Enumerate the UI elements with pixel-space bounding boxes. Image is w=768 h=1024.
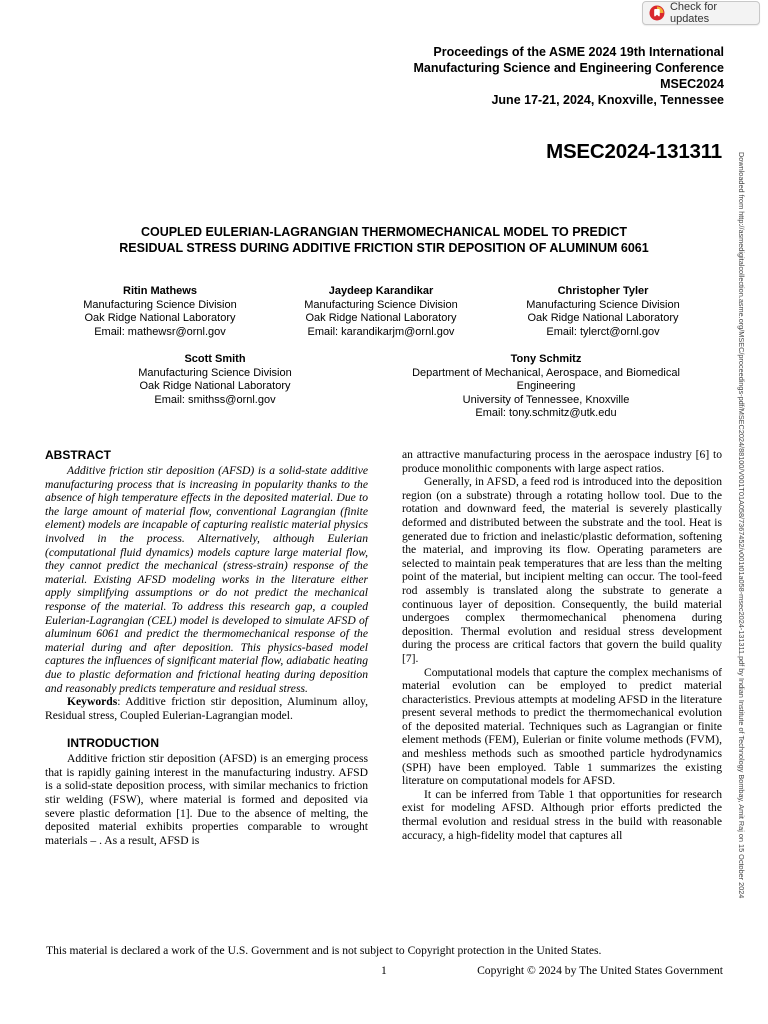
conference-header (304, 44, 724, 108)
paper-id: MSEC2024-131311 (546, 140, 722, 163)
author-affiliation: Manufacturing Science Division (304, 298, 458, 311)
author-block (281, 285, 481, 339)
intro-paragraph: Computational models that capture the complex mechanisms of material evolution can be employed to predict material characteristics. Previous attempts at modeling AFSD in the literature present several methods to predict the thermomechanical evolution of the deposited material. Techniques such as Lagrangian or finite element methods (FEM), Eulerian or finite volume methods (FVM), and meshless methods such as smoothed particle hydrodynamics (SPH) have been employed. Table 1 summarizes the existing literature on computational models for AFSD. (402, 665, 722, 788)
author-affiliation: Manufacturing Science Division (83, 298, 237, 311)
author-email: Email: mathewsr@ornl.gov (94, 325, 226, 338)
author-email: Email: karandikarjm@ornl.gov (307, 325, 455, 338)
author-affiliation: Department of Mechanical, Aerospace, and Biomedical (412, 366, 680, 379)
author-name: Tony Schmitz (510, 353, 582, 365)
page-number: 1 (381, 964, 387, 977)
author-affiliation: Manufacturing Science Division (138, 366, 292, 379)
author-name: Scott Smith (184, 353, 246, 365)
author-affiliation: University of Tennessee, Knoxville (462, 393, 630, 406)
check-for-updates-button[interactable] (642, 1, 760, 25)
author-name: Christopher Tyler (557, 285, 649, 297)
paper-title (0, 224, 768, 256)
abstract-heading: ABSTRACT (45, 448, 111, 462)
intro-paragraph: an attractive manufacturing process in the aerospace industry [6] to produce monolithic components with large aspect ratios. (402, 448, 722, 475)
right-column (402, 448, 722, 842)
keywords-list: : Additive friction stir deposition, Aluminum alloy, Residual stress, Coupled Eulerian-Lagrangian model. (45, 695, 368, 722)
author-email: Email: tony.schmitz@utk.edu (475, 407, 617, 419)
left-column (45, 448, 368, 847)
author-name: Jaydeep Karandikar (328, 285, 434, 297)
keywords-label: Keywords (67, 695, 118, 709)
author-affiliation: Engineering (516, 380, 576, 392)
conference-line: June 17-21, 2024, Knoxville, Tennessee (491, 93, 724, 107)
conference-line: Proceedings of the ASME 2024 19th International (433, 45, 724, 59)
author-affiliation: Oak Ridge National Laboratory (84, 312, 236, 324)
keywords (45, 695, 368, 722)
author-email: Email: tylerct@ornl.gov (546, 325, 660, 338)
crossmark-icon (649, 5, 665, 21)
conference-line: Manufacturing Science and Engineering Conference (413, 61, 724, 75)
abstract-text: Additive friction stir deposition (AFSD) is a solid-state additive manufacturing process that is increasing in popularity thanks to the absence of high temperature effects in the deposited material. Due to the large amount of material flow, conventional Lagrangian (finite element) models are incapable of capturing realistic material physics involved in the process. Alternatively, although Eulerian (computational fluid dynamics) models capture large material flow, they cannot predict the mechanical (stress-strain) response of the material. Existing AFSD modeling works in the literature either apply simplifying assumptions or do not predict the mechanical response of the material. To address this research gap, a coupled Eulerian-Lagrangian (CEL) model is developed to simulate AFSD of aluminum 6061 and predict the thermomechanical response of the material during and after deposition. This physics-based model captures the influences of significant material flow, adiabatic heating due to plastic deformation and frictional heating during deposition and reasonably predicts temperature and residual stress. (45, 464, 368, 695)
download-note: Downloaded from http://asmedigitalcollection.asme.org/MSEC/proceedings-pdf/MSEC2024/88100/V001T01A058/7367452/v001t01a058-msec2024-131311.pdf by Indian Institute of Technology Bombay, Amit Raj on 15 October 2024 (737, 152, 746, 899)
government-notice: This material is declared a work of the U.S. Government and is not subject to Copyright protection in the United States. (46, 944, 602, 957)
author-affiliation: Oak Ridge National Laboratory (305, 312, 457, 324)
author-affiliation: Manufacturing Science Division (526, 298, 680, 311)
author-email: Email: smithss@ornl.gov (154, 393, 276, 406)
author-block (60, 285, 260, 339)
intro-paragraph: Generally, in AFSD, a feed rod is introduced into the deposition region (on a substrate) through a rotating hollow tool. Due to the rotation and downward feed, the material is severely plastically deformed and distributed between the substrate and the tool. Heat is generated due to friction and inelastic/plastic deformation, softening the material, and improving its flow. Operating parameters are selected to maintain peak temperatures that are less than the melting point of the material, but incipient melting can occur. The tool-feed rod assembly is translated along the substrate to generate a continuous layer of deposition. Consequently, the build material undergoes complex thermomechanical phenomena during deposition. Thermal evolution and residual stress development during the process are critical factors that govern the build quality [7]. (402, 475, 722, 665)
author-block (401, 353, 691, 421)
title-line: RESIDUAL STRESS DURING ADDITIVE FRICTION STIR DEPOSITION OF ALUMINUM 6061 (119, 241, 649, 255)
conference-line: MSEC2024 (660, 77, 724, 91)
copyright-notice: Copyright © 2024 by The United States Government (477, 964, 723, 977)
check-for-updates-label: Check for updates (669, 1, 718, 25)
author-affiliation: Oak Ridge National Laboratory (527, 312, 679, 324)
author-affiliation: Oak Ridge National Laboratory (139, 380, 291, 392)
intro-paragraph: It can be inferred from Table 1 that opportunities for research exist for modeling AFSD. Although prior efforts predicted the thermal evolution and residual stress in the build with reasonable accuracy, a high-fidelity model that captures all (402, 787, 722, 842)
introduction-heading: INTRODUCTION (67, 736, 159, 751)
author-name: Ritin Mathews (123, 285, 197, 297)
title-line: COUPLED EULERIAN-LAGRANGIAN THERMOMECHANICAL MODEL TO PREDICT (140, 225, 628, 239)
author-block (115, 353, 315, 407)
intro-paragraph: Additive friction stir deposition (AFSD) is an emerging process that is rapidly gaining interest in the manufacturing industry. AFSD is a solid-state deposition process, with similar mechanics to friction stir welding (FSW), where material is formed and deposited via severe plastic deformation [1]. Due to the absence of melting, the deposited material exhibits properties comparable to wrought materials – . As a result, AFSD is (45, 752, 368, 847)
author-block (503, 285, 703, 339)
